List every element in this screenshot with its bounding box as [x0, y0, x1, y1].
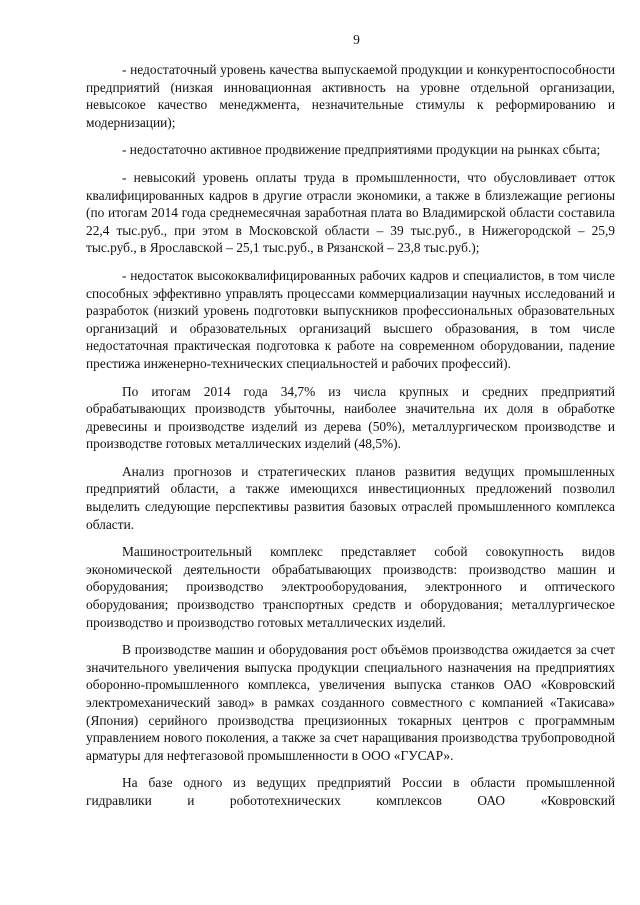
paragraph-low-quality: - недостаточный уровень качества выпускаемой продукции и конкурентоспособности предприятий (низкая инновационная активность на уровне отдельной организации, невысокое качество менеджмента, незначительные стимулы к реформированию и модернизации); — [86, 62, 615, 130]
paragraph-market-promotion: - недостаточно активное продвижение предприятиями продукции на рынках сбыта; — [122, 142, 601, 158]
page-number: 9 — [353, 32, 360, 47]
paragraph-machinery-production: В производстве машин и оборудования рост объёмов производства ожидается за счет значительного увеличения выпуска продукции специального назначения на предприятиях оборонно-промышленного комплекса, увеличения выпуска станков ОАО «Ковровский электромеханический завод» в рамках созданного совместного с компанией «Такисава» (Япония) серийного производства прецизионных токарных центров с программным управлением нового поколения, а также за счет наращивания производства трубопроводной арматуры для нефтегазовой промышленности в ООО «ГУСАР». — [86, 642, 615, 763]
paragraph-development-analysis: Анализ прогнозов и стратегических планов развития ведущих промышленных предприятий области, а также имеющихся инвестиционных предложений позволил выделить следующие перспективы развития базовых отраслей промышленного комплекса области. — [86, 463, 615, 532]
paragraph-hydraulics: На базе одного из ведущих предприятий России в области промышленной гидравлики и робототехнических комплексов ОАО «Ковровский — [86, 775, 615, 808]
paragraph-machine-building: Машиностроительный комплекс представляет собой совокупность видов экономической деятельности обрабатывающих производств: производство машин и оборудования; производство электрооборудования, электронного и оптического оборудования; производство транспортных средств и оборудования; металлургическое производство и производство готовых металлических изделий. — [86, 544, 615, 630]
paragraph-wages: - невысокий уровень оплаты труда в промышленности, что обусловливает отток квалифицированных кадров в другие отрасли экономики, а также в близлежащие регионы (по итогам 2014 года среднемесячная заработная плата во Владимирской области составила 22,4 тыс.руб., при этом в Московской области – 39 тыс.руб., в Нижегородской – 25,9 тыс.руб., в Ярославской – 25,1 тыс.руб., в Рязанской – 23,8 тыс.руб.); — [86, 169, 615, 256]
paragraph-unprofitable-enterprises: По итогам 2014 года 34,7% из числа крупных и средних предприятий обрабатывающих производств убыточны, наиболее значительна их доля в обработке древесины и производстве изделий из дерева (50%), металлургическом производстве и производстве готовых металлических изделий (48,5%). — [86, 383, 615, 452]
paragraph-qualified-staff: - недостаток высококвалифицированных рабочих кадров и специалистов, в том числе способных эффективно управлять процессами коммерциализации научных исследований и разработок (низкий уровень подготовки выпускников профессиональных образовательных организаций и образовательных организаций высшего образования, в том числе недостаточная практическая подготовка к работе на современном оборудовании, падение престижа инженерно-технических специальностей и рабочих профессий). — [86, 267, 615, 371]
